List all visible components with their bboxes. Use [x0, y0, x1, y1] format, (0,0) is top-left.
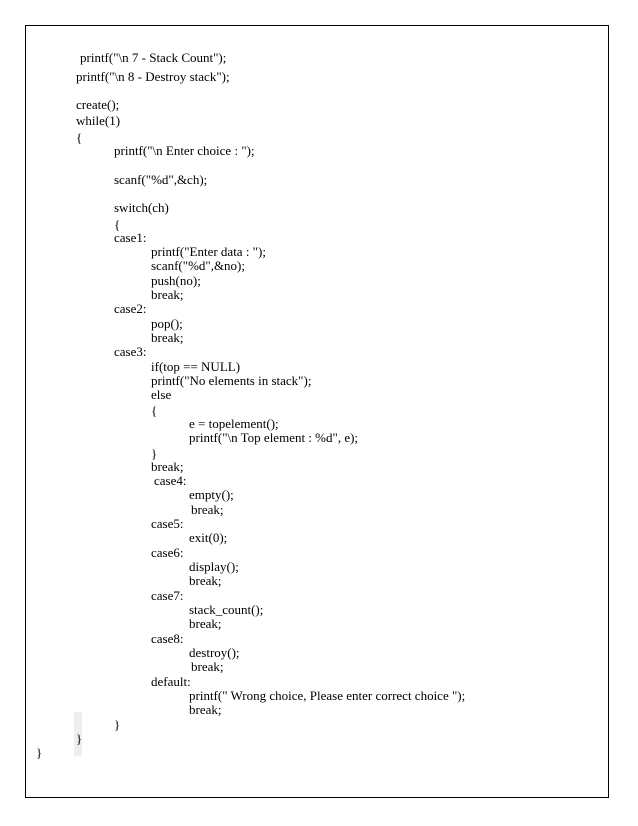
code-line: scanf("%d",&no); — [151, 258, 246, 273]
code-line: case4: — [154, 473, 187, 488]
code-line: pop(); — [151, 316, 183, 331]
code-line: } — [114, 717, 121, 732]
code-line: printf("Enter data : "); — [151, 244, 266, 259]
code-line: case6: — [151, 545, 184, 560]
code-line: case8: — [151, 631, 184, 646]
code-line: { — [114, 217, 121, 232]
code-line: stack_count(); — [189, 602, 264, 617]
code-line: break; — [189, 573, 222, 588]
code-line: break; — [191, 502, 224, 517]
code-line: case1: — [114, 230, 147, 245]
code-line: while(1) — [76, 113, 121, 128]
code-line: default: — [151, 674, 191, 689]
code-line: printf("\n Enter choice : "); — [114, 143, 255, 158]
code-line: case3: — [114, 344, 147, 359]
code-line: if(top == NULL) — [151, 359, 241, 374]
code-line: e = topelement(); — [189, 416, 279, 431]
code-line: display(); — [189, 559, 239, 574]
code-line: scanf("%d",&ch); — [114, 172, 208, 187]
code-line: { — [76, 130, 83, 145]
code-line: break; — [191, 659, 224, 674]
code-line: } — [151, 446, 158, 461]
code-line: break; — [151, 330, 184, 345]
code-line: printf("\n Top element : %d", e); — [189, 430, 359, 445]
code-line: break; — [189, 702, 222, 717]
code-line: } — [36, 745, 43, 760]
code-line: break; — [151, 287, 184, 302]
code-line: empty(); — [189, 487, 234, 502]
code-line: else — [151, 387, 172, 402]
code-line: { — [151, 403, 158, 418]
code-line: destroy(); — [189, 645, 240, 660]
code-line: printf("\n 8 - Destroy stack"); — [76, 69, 230, 84]
code-line: printf("No elements in stack"); — [151, 373, 312, 388]
page-border — [25, 25, 609, 798]
code-line: case7: — [151, 588, 184, 603]
code-line: case2: — [114, 301, 147, 316]
code-line: break; — [151, 459, 184, 474]
code-line: printf(" Wrong choice, Please enter correct choice "); — [189, 688, 466, 703]
code-line: printf("\n 7 - Stack Count"); — [80, 50, 227, 65]
code-line: case5: — [151, 516, 184, 531]
code-line: create(); — [76, 97, 120, 112]
code-line: switch(ch) — [114, 200, 169, 215]
code-line: push(no); — [151, 273, 201, 288]
code-line: } — [76, 731, 83, 746]
code-line: break; — [189, 616, 222, 631]
code-line: exit(0); — [189, 530, 228, 545]
